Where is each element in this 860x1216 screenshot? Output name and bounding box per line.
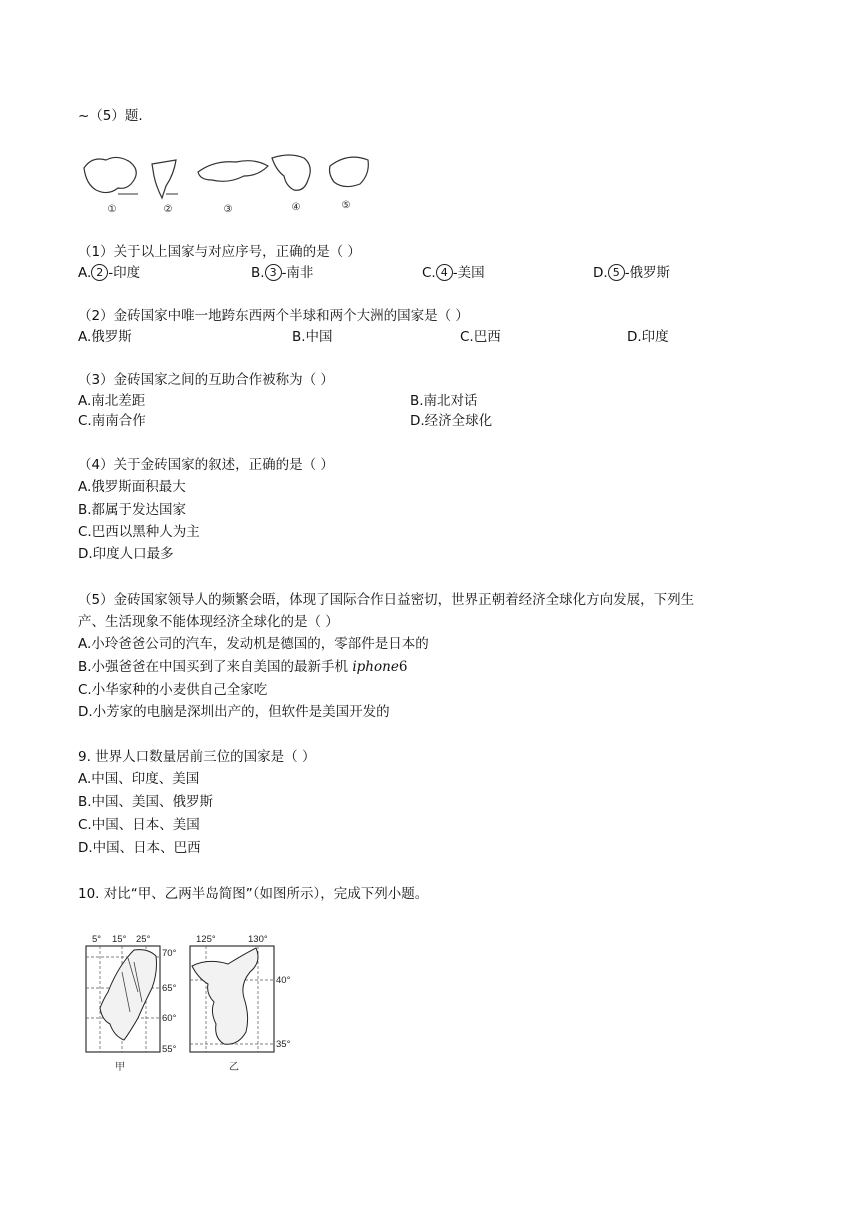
q4-option-a[interactable]: A.俄罗斯面积最大: [78, 479, 186, 495]
yi-lon-label-2: 130°: [248, 934, 268, 945]
q4-option-c[interactable]: C.巴西以黑种人为主: [78, 524, 200, 540]
brics-label-3: ③: [223, 204, 233, 215]
q1-option-c-number: 4: [436, 264, 453, 281]
q4-stem: （4）关于金砖国家的叙述，正确的是（ ）: [78, 457, 334, 473]
q4-option-b[interactable]: B.都属于发达国家: [78, 502, 187, 518]
yi-lat-label-1: 40°: [276, 975, 291, 986]
q1-option-a[interactable]: A. 2 -印度: [78, 265, 141, 281]
q9-stem: 9. 世界人口数量居前三位的国家是（ ）: [78, 749, 316, 765]
q1-option-b[interactable]: B. 3 -南非: [251, 265, 314, 281]
yi-caption: 乙: [229, 1062, 239, 1073]
q1-option-d[interactable]: D. 5 -俄罗斯: [593, 265, 671, 281]
jia-lon-label-2: 15°: [112, 934, 127, 945]
yi-peninsula-map: [190, 934, 291, 1073]
q1-stem: （1）关于以上国家与对应序号，正确的是（ ）: [78, 244, 361, 260]
q2-stem: （2）金砖国家中唯一地跨东西两个半球和两个大洲的国家是（ ）: [78, 308, 469, 324]
q2-option-d[interactable]: D.印度: [627, 329, 669, 345]
q2-option-c[interactable]: C.巴西: [460, 329, 501, 345]
q5-option-a[interactable]: A.小玲爸爸公司的汽车，发动机是德国的，零部件是日本的: [78, 636, 429, 652]
brics-label-5: ⑤: [341, 200, 351, 211]
jia-lat-label-3: 60°: [162, 1013, 177, 1024]
q3-option-c[interactable]: C.南南合作: [78, 413, 146, 429]
jia-lat-label-1: 70°: [162, 948, 177, 959]
jia-caption: 甲: [115, 1062, 125, 1073]
q9-option-b[interactable]: B.中国、美国、俄罗斯: [78, 794, 214, 810]
q5-stem-line-2: 产、生活现象不能体现经济全球化的是（ ）: [78, 614, 339, 630]
intro-text: ~（5）题.: [78, 108, 143, 124]
q1-option-c[interactable]: C. 4 -美国: [422, 265, 485, 281]
q1-option-d-number: 5: [608, 264, 625, 281]
q2-option-a[interactable]: A.俄罗斯: [78, 329, 132, 345]
brics-label-4: ④: [291, 202, 301, 213]
q9-option-d[interactable]: D.中国、日本、巴西: [78, 840, 201, 856]
q5-option-c[interactable]: C.小华家种的小麦供自己全家吃: [78, 682, 268, 698]
q5-stem-line-1: （5）金砖国家领导人的频繁会晤，体现了国际合作日益密切，世界正朝着经济全球化方向发展，下列生: [78, 592, 695, 608]
q2-option-b[interactable]: B.中国: [292, 329, 333, 345]
jia-lat-label-2: 65°: [162, 983, 177, 994]
q10-stem: 10. 对比“甲、乙两半岛简图”（如图所示），完成下列小题。: [78, 886, 429, 902]
jia-peninsula-map: [86, 934, 177, 1073]
q3-stem: （3）金砖国家之间的互助合作被称为（ ）: [78, 372, 334, 388]
q1-option-a-number: 2: [91, 264, 108, 281]
q3-option-a[interactable]: A.南北差距: [78, 393, 146, 409]
peninsula-comparison-figure: [78, 932, 303, 1077]
jia-lat-label-4: 55°: [162, 1044, 177, 1055]
q4-option-d[interactable]: D.印度人口最多: [78, 546, 174, 562]
q3-option-d[interactable]: D.经济全球化: [410, 413, 493, 429]
brics-label-1: ①: [107, 204, 117, 215]
jia-lon-label-1: 5°: [92, 934, 102, 945]
brics-label-2: ②: [163, 204, 173, 215]
q1-option-b-number: 3: [265, 264, 282, 281]
jia-lon-label-3: 25°: [136, 934, 151, 945]
q5-option-b[interactable]: B.小强爸爸在中国买到了来自美国的最新手机 iphone6: [78, 659, 408, 675]
yi-lon-label-1: 125°: [196, 934, 216, 945]
yi-lat-label-2: 35°: [276, 1039, 291, 1050]
brics-countries-figure: [78, 146, 378, 216]
q5-option-b-phone-name: iphone: [352, 659, 399, 675]
q3-option-b[interactable]: B.南北对话: [410, 393, 478, 409]
q9-option-c[interactable]: C.中国、日本、美国: [78, 817, 200, 833]
q9-option-a[interactable]: A.中国、印度、美国: [78, 771, 200, 787]
q5-option-d[interactable]: D.小芳家的电脑是深圳出产的，但软件是美国开发的: [78, 704, 390, 720]
